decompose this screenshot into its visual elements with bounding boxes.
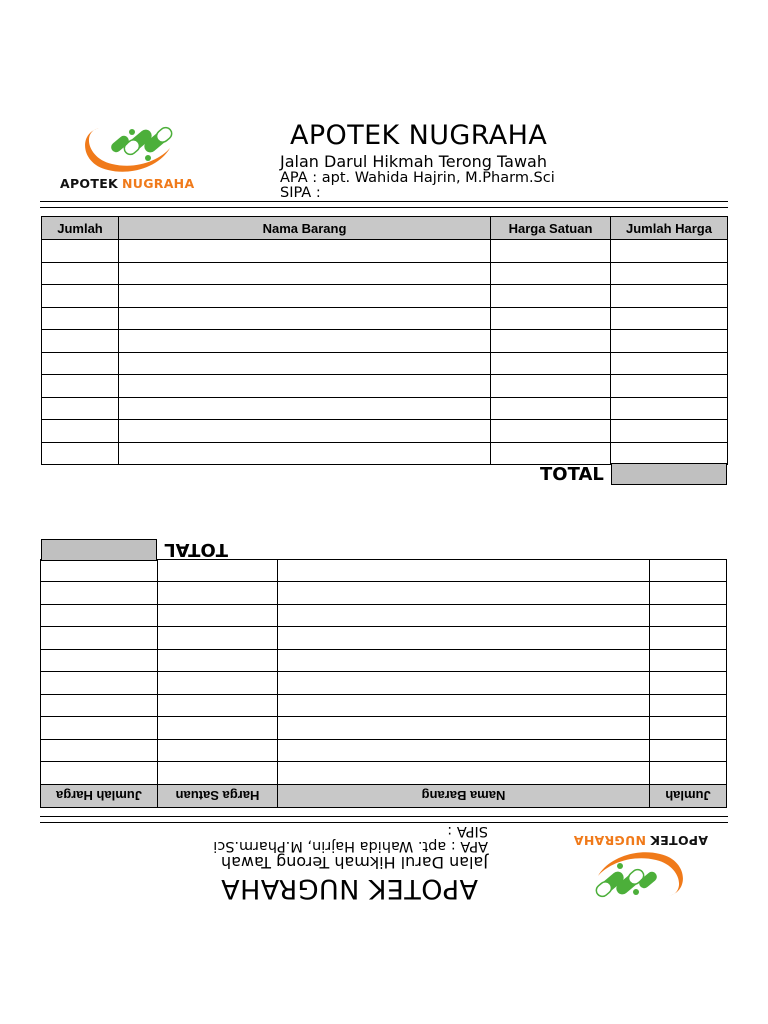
cell-harga-satuan[interactable] [158,762,278,785]
cell-jumlah-harga[interactable] [611,307,728,330]
cell-nama-barang[interactable] [119,442,491,465]
col-jumlah-harga: Jumlah Harga [611,217,728,240]
cell-nama-barang[interactable] [119,262,491,285]
cell-jumlah[interactable] [42,240,119,263]
table-row [41,560,727,583]
cell-jumlah[interactable] [650,740,727,763]
cell-jumlah[interactable] [650,605,727,628]
cell-harga-satuan[interactable] [158,672,278,695]
cell-jumlah[interactable] [650,582,727,605]
pharmacy-title: APOTEK NUGRAHA [290,120,548,151]
col-harga-satuan: Harga Satuan [491,217,611,240]
header-rule [40,201,728,202]
cell-harga-satuan[interactable] [158,650,278,673]
table-row [42,240,728,263]
col-jumlah-harga: Jumlah Harga [41,785,158,808]
table-body [41,560,727,785]
cell-harga-satuan[interactable] [491,375,611,398]
header-rule [40,822,728,823]
total-value-box[interactable] [611,463,727,485]
col-jumlah: Jumlah [42,217,119,240]
col-nama-barang: Nama Barang [278,785,650,808]
header-rule-thin [40,207,728,208]
cell-nama-barang[interactable] [278,717,650,740]
col-jumlah: Jumlah [650,785,727,808]
table-row [41,605,727,628]
cell-harga-satuan[interactable] [491,442,611,465]
cell-nama-barang[interactable] [119,420,491,443]
table-row [41,672,727,695]
cell-jumlah-harga[interactable] [41,717,158,740]
cell-nama-barang[interactable] [278,762,650,785]
table-body [42,240,728,465]
cell-harga-satuan[interactable] [491,240,611,263]
cell-harga-satuan[interactable] [491,330,611,353]
table-row [41,717,727,740]
cell-nama-barang[interactable] [119,397,491,420]
cell-jumlah[interactable] [650,650,727,673]
cell-jumlah-harga[interactable] [611,442,728,465]
cell-harga-satuan[interactable] [158,627,278,650]
table-row [42,420,728,443]
table-row [42,285,728,308]
table-row [42,375,728,398]
cell-nama-barang[interactable] [278,560,650,583]
table-row [41,762,727,785]
pharmacy-title: APOTEK NUGRAHA [220,873,478,904]
cell-harga-satuan[interactable] [158,717,278,740]
table-row [41,740,727,763]
cell-jumlah[interactable] [650,672,727,695]
cell-jumlah[interactable] [650,717,727,740]
cell-harga-satuan[interactable] [491,285,611,308]
items-table [40,559,727,808]
header-rule-thin [40,816,728,817]
cell-harga-satuan[interactable] [491,307,611,330]
cell-nama-barang[interactable] [278,582,650,605]
logo-text: APOTEK NUGRAHA [60,176,195,191]
col-harga-satuan: Harga Satuan [158,785,278,808]
pharmacy-apa: APA : apt. Wahida Hajrin, M.Pharm.Sci [280,170,555,186]
cell-jumlah[interactable] [42,352,119,375]
table-row [42,307,728,330]
cell-jumlah-harga[interactable] [41,627,158,650]
cell-nama-barang[interactable] [278,740,650,763]
table-row [42,352,728,375]
cell-nama-barang[interactable] [278,627,650,650]
cell-jumlah-harga[interactable] [611,397,728,420]
apotek-logo [60,118,210,198]
cell-jumlah[interactable] [650,762,727,785]
total-label: TOTAL [164,539,228,560]
cell-jumlah[interactable] [42,420,119,443]
table-header-row [42,217,728,240]
pharmacy-address: Jalan Darul Hikmah Terong Tawah [280,152,547,171]
cell-jumlah-harga[interactable] [611,352,728,375]
cell-jumlah-harga[interactable] [611,240,728,263]
table-row [41,695,727,718]
table-row [42,442,728,465]
cell-jumlah-harga[interactable] [611,420,728,443]
cell-harga-satuan[interactable] [491,397,611,420]
cell-jumlah-harga[interactable] [41,582,158,605]
cell-jumlah-harga[interactable] [41,762,158,785]
table-row [41,627,727,650]
cell-jumlah-harga[interactable] [611,262,728,285]
cell-jumlah[interactable] [42,375,119,398]
cell-jumlah-harga[interactable] [41,695,158,718]
receipt-bottom-flipped [0,512,768,1024]
cell-jumlah[interactable] [42,285,119,308]
cell-nama-barang[interactable] [119,285,491,308]
cell-nama-barang[interactable] [119,307,491,330]
logo-text: APOTEKNUGRAHA [573,833,708,848]
table-row [41,650,727,673]
cell-harga-satuan[interactable] [491,420,611,443]
cell-jumlah[interactable] [42,442,119,465]
total-label: TOTAL [540,464,604,485]
cell-jumlah[interactable] [650,695,727,718]
table-row [42,330,728,353]
cell-nama-barang[interactable] [278,650,650,673]
cell-jumlah-harga[interactable] [611,375,728,398]
table-row [41,582,727,605]
cell-jumlah-harga[interactable] [41,560,158,583]
cell-nama-barang[interactable] [119,352,491,375]
cell-nama-barang[interactable] [119,375,491,398]
table-header-row [41,785,727,808]
cell-harga-satuan[interactable] [158,740,278,763]
cell-jumlah-harga[interactable] [41,650,158,673]
table-row [42,262,728,285]
cell-jumlah-harga[interactable] [41,740,158,763]
cell-jumlah-harga[interactable] [611,330,728,353]
total-value-box[interactable] [41,539,157,561]
cell-nama-barang[interactable] [119,240,491,263]
col-nama-barang: Nama Barang [119,217,491,240]
cell-harga-satuan[interactable] [158,695,278,718]
cell-jumlah[interactable] [42,397,119,420]
cell-harga-satuan[interactable] [491,352,611,375]
cell-jumlah[interactable] [42,307,119,330]
pharmacy-apa: APA : apt. Wahida Hajrin, M.Pharm.Sci [213,838,488,854]
logo-capsule-hand-icon [558,846,708,906]
cell-jumlah[interactable] [42,262,119,285]
table-row [42,397,728,420]
cell-jumlah-harga[interactable] [41,605,158,628]
logo-capsule-hand-icon [60,118,210,178]
cell-nama-barang[interactable] [278,672,650,695]
pharmacy-address: Jalan Darul Hikmah Terong Tawah [221,853,488,872]
cell-jumlah[interactable] [650,627,727,650]
apotek-logo [558,826,708,906]
cell-nama-barang[interactable] [119,330,491,353]
cell-harga-satuan[interactable] [158,605,278,628]
cell-jumlah-harga[interactable] [41,672,158,695]
cell-nama-barang[interactable] [278,605,650,628]
cell-harga-satuan[interactable] [491,262,611,285]
cell-jumlah-harga[interactable] [611,285,728,308]
cell-nama-barang[interactable] [278,695,650,718]
pharmacy-sipa: SIPA : [280,185,321,201]
cell-harga-satuan[interactable] [158,582,278,605]
pharmacy-sipa: SIPA : [447,823,488,839]
cell-harga-satuan[interactable] [158,560,278,583]
cell-jumlah[interactable] [42,330,119,353]
items-table [41,216,728,465]
cell-jumlah[interactable] [650,560,727,583]
